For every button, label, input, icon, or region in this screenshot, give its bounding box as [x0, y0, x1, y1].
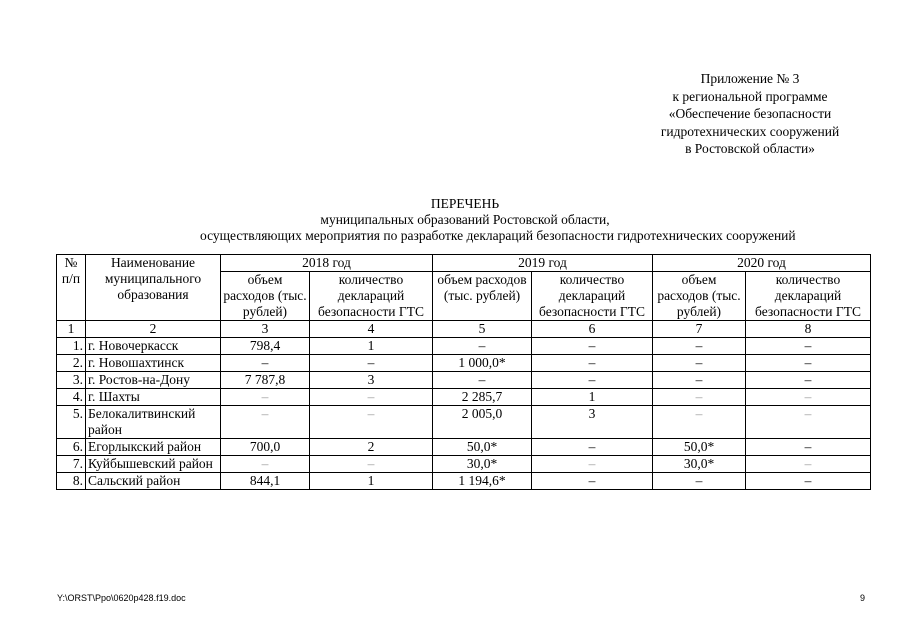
cell-c3: –: [221, 389, 310, 406]
cell-c7: 30,0*: [653, 456, 746, 473]
table-row: [57, 355, 871, 372]
cell-c8: –: [746, 355, 871, 372]
document-title: [200, 196, 796, 244]
cell-c4: –: [310, 406, 433, 439]
cell-c5: 1 194,6*: [433, 473, 532, 490]
cell-c4: –: [310, 456, 433, 473]
cell-c8: –: [746, 473, 871, 490]
cell-c3: 7 787,8: [221, 372, 310, 389]
table-row: [57, 372, 871, 389]
column-number: 8: [746, 321, 871, 338]
row-number: 6.: [57, 439, 86, 456]
table-row: [57, 389, 871, 406]
cell-c3: –: [221, 355, 310, 372]
row-number: 7.: [57, 456, 86, 473]
cell-c8: –: [746, 338, 871, 355]
header-count: количество деклараций безопасности ГТС: [532, 272, 653, 321]
cell-c4: –: [310, 389, 433, 406]
municipality-name: Егорлыкский район: [86, 439, 221, 456]
row-number: 5.: [57, 406, 86, 439]
cell-c5: –: [433, 338, 532, 355]
file-path: Y:\ORST\Ppo\0620p428.f19.doc: [57, 593, 186, 603]
header-volume: объем расходов (тыс. рублей): [433, 272, 532, 321]
cell-c5: 2 285,7: [433, 389, 532, 406]
column-number: 1: [57, 321, 86, 338]
cell-c7: –: [653, 372, 746, 389]
header-num: № п/п: [57, 255, 86, 321]
municipality-name: г. Шахты: [86, 389, 221, 406]
appendix-header: [620, 70, 880, 158]
table-row: [57, 473, 871, 490]
municipality-name: г. Новошахтинск: [86, 355, 221, 372]
header-volume: объем расходов (тыс. рублей): [221, 272, 310, 321]
cell-c6: –: [532, 439, 653, 456]
cell-c5: 2 005,0: [433, 406, 532, 439]
cell-c8: –: [746, 389, 871, 406]
cell-c7: –: [653, 406, 746, 439]
cell-c6: –: [532, 473, 653, 490]
cell-c8: –: [746, 456, 871, 473]
appendix-line: гидротехнических сооружений: [660, 123, 840, 139]
cell-c7: 50,0*: [653, 439, 746, 456]
title-line: муниципальных образований Ростовской области,: [320, 212, 610, 227]
cell-c3: 798,4: [221, 338, 310, 355]
cell-c7: –: [653, 389, 746, 406]
title-line: осуществляющих мероприятия по разработке деклараций безопасности гидротехнических сооружений: [200, 228, 796, 243]
cell-c4: 1: [310, 338, 433, 355]
cell-c3: 700,0: [221, 439, 310, 456]
municipality-name: Сальский район: [86, 473, 221, 490]
cell-c7: –: [653, 355, 746, 372]
row-number: 8.: [57, 473, 86, 490]
column-number: 5: [433, 321, 532, 338]
cell-c4: –: [310, 355, 433, 372]
municipality-name: г. Ростов-на-Дону: [86, 372, 221, 389]
cell-c3: 844,1: [221, 473, 310, 490]
cell-c5: –: [433, 372, 532, 389]
column-number: 3: [221, 321, 310, 338]
row-number: 2.: [57, 355, 86, 372]
header-count: количество деклараций безопасности ГТС: [310, 272, 433, 321]
cell-c6: 3: [532, 406, 653, 439]
cell-c7: –: [653, 338, 746, 355]
header-row-years: [57, 255, 871, 272]
municipalities-table: [56, 254, 871, 490]
cell-c3: –: [221, 456, 310, 473]
column-number: 2: [86, 321, 221, 338]
cell-c8: –: [746, 439, 871, 456]
cell-c5: 30,0*: [433, 456, 532, 473]
cell-c6: –: [532, 338, 653, 355]
cell-c4: 2: [310, 439, 433, 456]
table-row: [57, 338, 871, 355]
table-row: [57, 406, 871, 439]
header-name: Наименование муниципального образования: [86, 255, 221, 321]
table-row: [57, 439, 871, 456]
row-number: 4.: [57, 389, 86, 406]
header-count: количество деклараций безопасности ГТС: [746, 272, 871, 321]
header-year: 2019 год: [433, 255, 653, 272]
appendix-line: Приложение № 3: [700, 71, 800, 86]
municipality-name: Куйбышевский район: [86, 456, 221, 473]
cell-c4: 1: [310, 473, 433, 490]
column-number: 7: [653, 321, 746, 338]
cell-c5: 50,0*: [433, 439, 532, 456]
cell-c6: –: [532, 456, 653, 473]
column-number: 4: [310, 321, 433, 338]
cell-c8: –: [746, 406, 871, 439]
header-year: 2020 год: [653, 255, 871, 272]
title-heading: ПЕРЕЧЕНЬ: [430, 196, 500, 211]
cell-c8: –: [746, 372, 871, 389]
column-number: 6: [532, 321, 653, 338]
appendix-line: «Обеспечение безопасности: [668, 106, 832, 121]
appendix-line: в Ростовской области»: [685, 141, 815, 156]
cell-c6: –: [532, 372, 653, 389]
table-row: [57, 456, 871, 473]
cell-c3: –: [221, 406, 310, 439]
row-number: 3.: [57, 372, 86, 389]
header-volume: объем расходов (тыс. рублей): [653, 272, 746, 321]
municipality-name: Белокалитвинский район: [86, 406, 221, 439]
column-number-row: [57, 321, 871, 338]
page-number: 9: [860, 593, 866, 603]
header-year: 2018 год: [221, 255, 433, 272]
cell-c6: 1: [532, 389, 653, 406]
cell-c5: 1 000,0*: [433, 355, 532, 372]
row-number: 1.: [57, 338, 86, 355]
cell-c7: –: [653, 473, 746, 490]
municipality-name: г. Новочеркасск: [86, 338, 221, 355]
cell-c4: 3: [310, 372, 433, 389]
cell-c6: –: [532, 355, 653, 372]
appendix-line: к региональной программе: [672, 88, 828, 104]
